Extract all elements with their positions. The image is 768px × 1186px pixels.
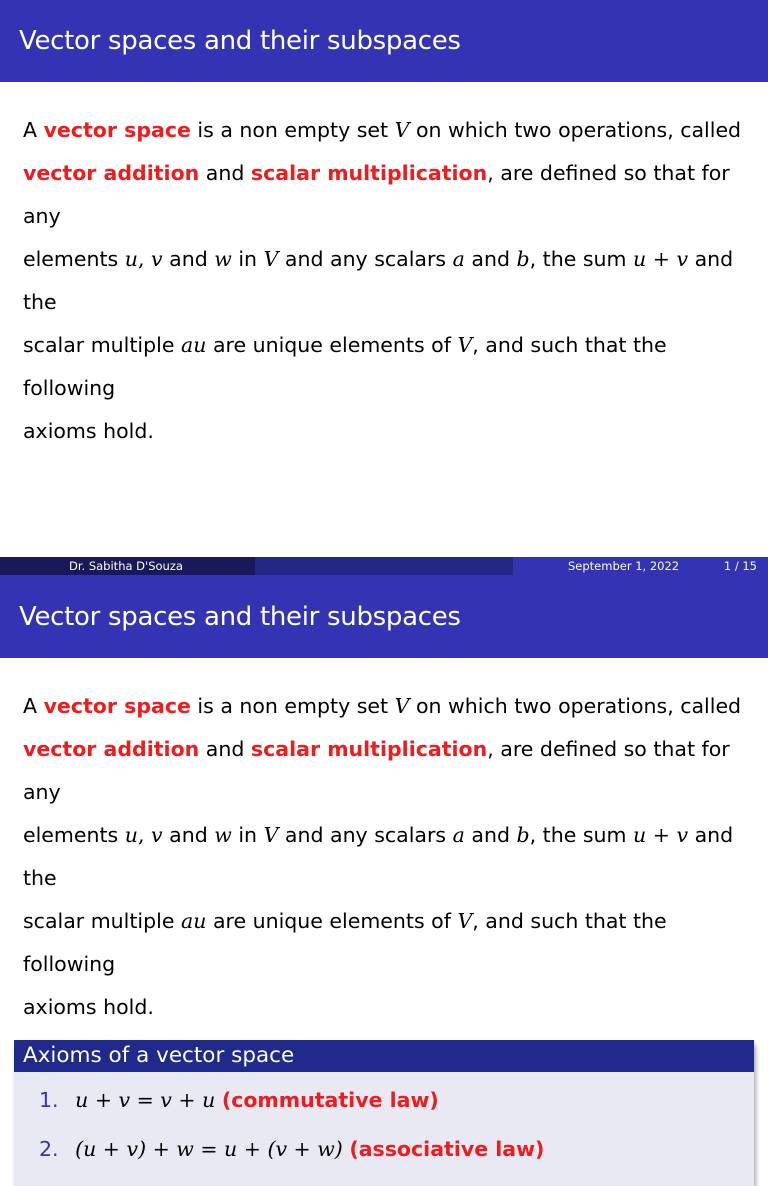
text: are unique elements of (212, 909, 451, 933)
text: and (169, 247, 208, 271)
axiom-law-name: (commutative law) (221, 1088, 439, 1112)
footer-author: Dr. Sabitha D'Souza (0, 557, 255, 575)
math-var: au (180, 909, 207, 933)
text: , are defined so that for any (23, 161, 730, 228)
axiom-law-name: (associative law) (349, 1137, 545, 1161)
math-var: v (151, 247, 163, 271)
term-vector-addition: vector addition (23, 161, 200, 185)
math-var: u (633, 823, 647, 847)
item-number: 2. (39, 1137, 59, 1161)
text: is a non empty set (197, 118, 389, 142)
list-item (39, 1076, 754, 1125)
term-scalar-multiplication: scalar multiplication (250, 737, 488, 761)
text: axioms hold. (23, 419, 154, 443)
text: and the (23, 247, 734, 314)
definition-paragraph (0, 658, 768, 1029)
text: in (238, 247, 258, 271)
list-item (39, 1125, 754, 1174)
text: elements (23, 823, 119, 847)
text: scalar multiple (23, 909, 175, 933)
text: on which two operations, called (415, 694, 742, 718)
text: , (137, 247, 145, 271)
math-var: w (214, 823, 232, 847)
term-vector-addition: vector addition (23, 737, 200, 761)
text: , and such that the following (23, 333, 667, 400)
term-scalar-multiplication: scalar multiplication (250, 161, 488, 185)
footer-right (513, 557, 768, 575)
text: A (23, 694, 38, 718)
math-var: au (180, 333, 207, 357)
text: and any scalars (284, 247, 447, 271)
text: , the sum (529, 247, 627, 271)
text: , the sum (529, 823, 627, 847)
text: A (23, 118, 38, 142)
math-op: + (652, 247, 670, 271)
text: , and such that the following (23, 909, 667, 976)
text: and any scalars (284, 823, 447, 847)
math-var: w (214, 247, 232, 271)
math-var: a (452, 823, 465, 847)
axiom-formula: u + v = v + u (75, 1088, 216, 1112)
math-var: b (516, 823, 530, 847)
math-var: v (676, 823, 689, 847)
term-vector-space: vector space (43, 694, 191, 718)
math-var: b (516, 247, 530, 271)
text: and the (23, 823, 734, 890)
text: are unique elements of (212, 333, 451, 357)
footer-page-number: 1 / 15 (723, 559, 757, 573)
footer-date: September 1, 2022 (568, 559, 680, 573)
text: and (205, 161, 245, 185)
math-var: v (151, 823, 163, 847)
math-var: V (394, 694, 410, 718)
math-op: + (652, 823, 670, 847)
math-var: v (676, 247, 689, 271)
axioms-block-title: Axioms of a vector space (14, 1040, 754, 1072)
item-number: 1. (39, 1088, 59, 1112)
math-var: V (263, 247, 279, 271)
text: axioms hold. (23, 995, 154, 1019)
math-var: u (124, 823, 138, 847)
text: , (137, 823, 145, 847)
slide-1 (0, 0, 768, 575)
text: scalar multiple (23, 333, 175, 357)
text: and (471, 823, 510, 847)
slide-title: Vector spaces and their subspaces (0, 0, 768, 82)
footline (0, 557, 768, 575)
footer-middle (255, 557, 513, 575)
math-var: u (633, 247, 647, 271)
text: and (471, 247, 510, 271)
axioms-list (14, 1072, 754, 1186)
text: is a non empty set (197, 694, 389, 718)
axioms-block (14, 1040, 754, 1186)
math-var: a (452, 247, 465, 271)
text: elements (23, 247, 119, 271)
text: on which two operations, called (415, 118, 742, 142)
definition-paragraph (0, 82, 768, 453)
term-vector-space: vector space (43, 118, 191, 142)
text: in (238, 823, 258, 847)
text: and (169, 823, 208, 847)
axiom-formula: (u + v) + w = u + (v + w) (75, 1137, 343, 1161)
text: , are defined so that for any (23, 737, 730, 804)
slide-title: Vector spaces and their subspaces (0, 575, 768, 658)
math-var: u (124, 247, 138, 271)
text: and (205, 737, 245, 761)
math-var: V (457, 909, 473, 933)
slide-2 (0, 575, 768, 1161)
math-var: V (394, 118, 410, 142)
math-var: V (263, 823, 279, 847)
math-var: V (457, 333, 473, 357)
